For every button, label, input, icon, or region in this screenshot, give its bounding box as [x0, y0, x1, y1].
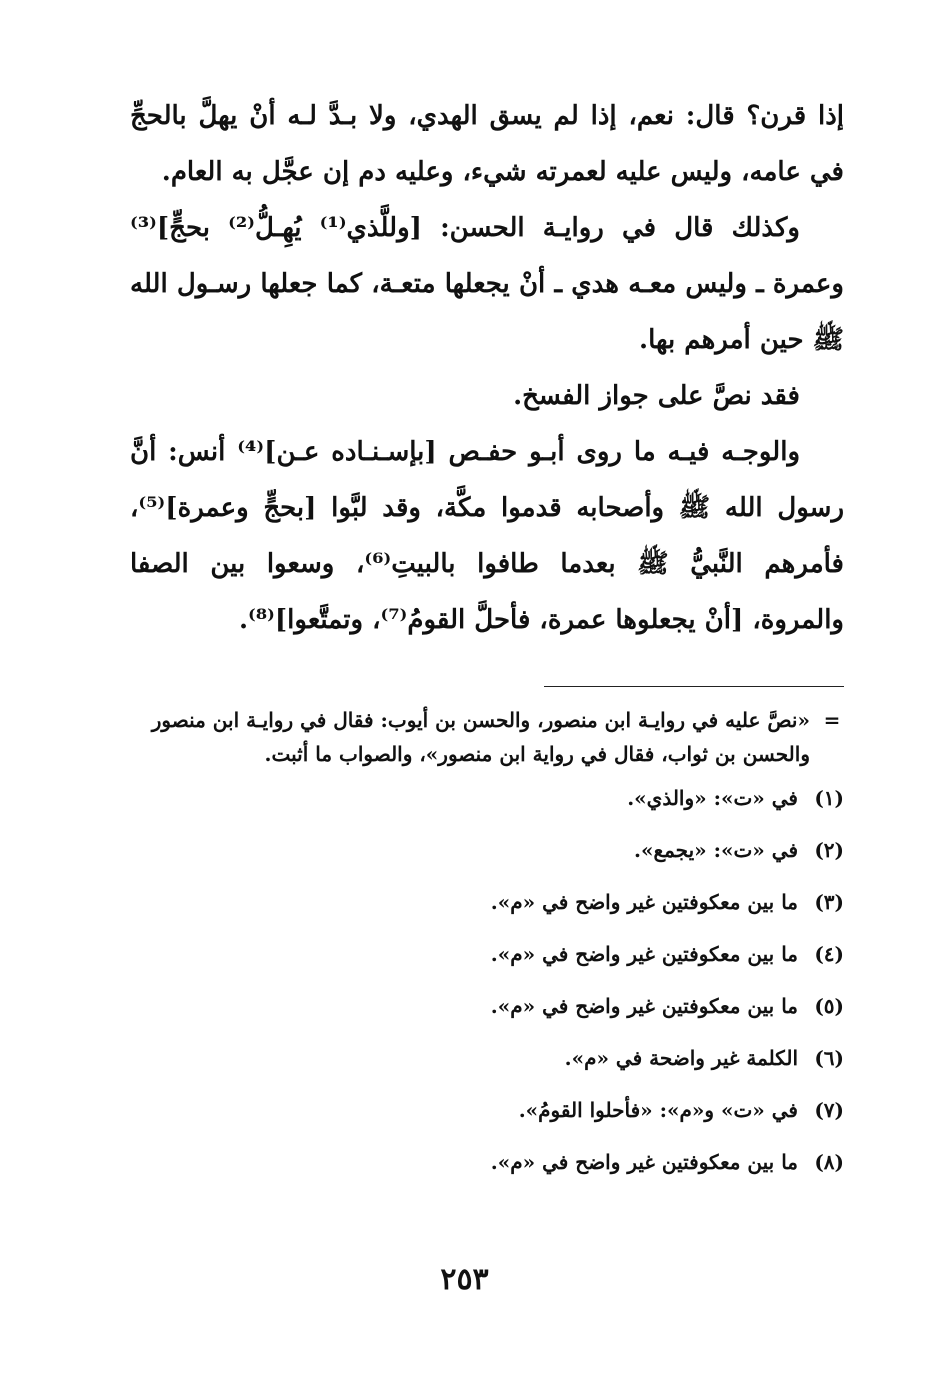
page-number: ٢٥٣: [440, 1262, 489, 1297]
footnote-number: (٦): [814, 1046, 844, 1070]
footnote-item: [130, 1097, 844, 1149]
paragraph-3: فقد نصَّ على جواز الفسخ.: [513, 381, 800, 411]
footnote-text: في «ت» و«م»: «فأحلوا القومُ».: [518, 1098, 798, 1122]
footnote-number: (٨): [814, 1150, 844, 1174]
main-text: [130, 88, 844, 648]
footnote-item: [130, 993, 844, 1045]
footnote-number: (٥): [814, 994, 844, 1018]
paragraph-1: إذا قرن؟ قال: نعم، إذا لم يسق الهدي، ولا بـدَّ لـه أنْ يهلَّ بالحجِّ في عامه، وليس عليه لعمرته شيء، وعليه دم إن عجَّل به العام.: [130, 101, 844, 187]
footnote-number: (٧): [814, 1098, 844, 1122]
continuation-text: «نصَّ عليه في روايـة ابن منصور، والحسن بن أيوب: فقال في روايـة ابن منصور والحسن بن ثواب، فقال في رواية ابن منصور»، والصواب ما أثبت.: [151, 708, 810, 766]
footnote-number: (٣): [814, 890, 844, 914]
footnote-item: [130, 889, 844, 941]
footnote-item: [130, 785, 844, 837]
footnote-item: [130, 941, 844, 993]
footnotes: [130, 703, 844, 1201]
footnote-number: (٢): [814, 838, 844, 862]
paragraph-4: والوجـه فيـه ما روى أبـو حفـص [بإسـنـاده عـن]⁽⁴⁾ أنس: أنَّ رسول الله ﷺ وأصحابه قدموا مكَّة، وقد لبَّوا [بحجٍّ وعمرة]⁽⁵⁾، فأمرهم النَّبيُّ ﷺ بعدما طافوا بالبيتِ⁽⁶⁾، وسعوا بين الصفا والمروة، [أنْ يجعلوها عمرة، فأحلَّ القومُ⁽⁷⁾، وتمتَّعوا]⁽⁸⁾.: [130, 437, 844, 635]
footnote-text: في «ت»: «يجمع».: [633, 838, 798, 862]
footnote-text: ما بين معكوفتين غير واضح في «م».: [490, 994, 798, 1018]
footnote-text: في «ت»: «والذي».: [627, 786, 798, 810]
footnote-number: (٤): [814, 942, 844, 966]
footnote-item: [130, 1149, 844, 1201]
footnote-number: (١): [814, 786, 844, 810]
footnote-text: ما بين معكوفتين غير واضح في «م».: [490, 942, 798, 966]
footnote-text: الكلمة غير واضحة في «م».: [564, 1046, 798, 1070]
footnote-item: [130, 1045, 844, 1097]
book-page: [130, 88, 844, 1201]
footnote-text: ما بين معكوفتين غير واضح في «م».: [490, 890, 798, 914]
continuation-marker: =: [823, 708, 841, 732]
footnote-text: ما بين معكوفتين غير واضح في «م».: [490, 1150, 798, 1174]
footnote-divider: [544, 686, 844, 687]
footnote-continuation: [130, 703, 844, 771]
paragraph-2: وكذلك قال في روايـة الحسن: [وللَّذي⁽¹⁾ يُهِـلُّ⁽²⁾ بحجٍّ]⁽³⁾ وعمرة ـ وليس معـه هدي ـ أنْ يجعلها متعـة، كما جعلها رسـول الله ﷺ حين أمرهم بها.: [130, 213, 844, 355]
footnote-item: [130, 837, 844, 889]
